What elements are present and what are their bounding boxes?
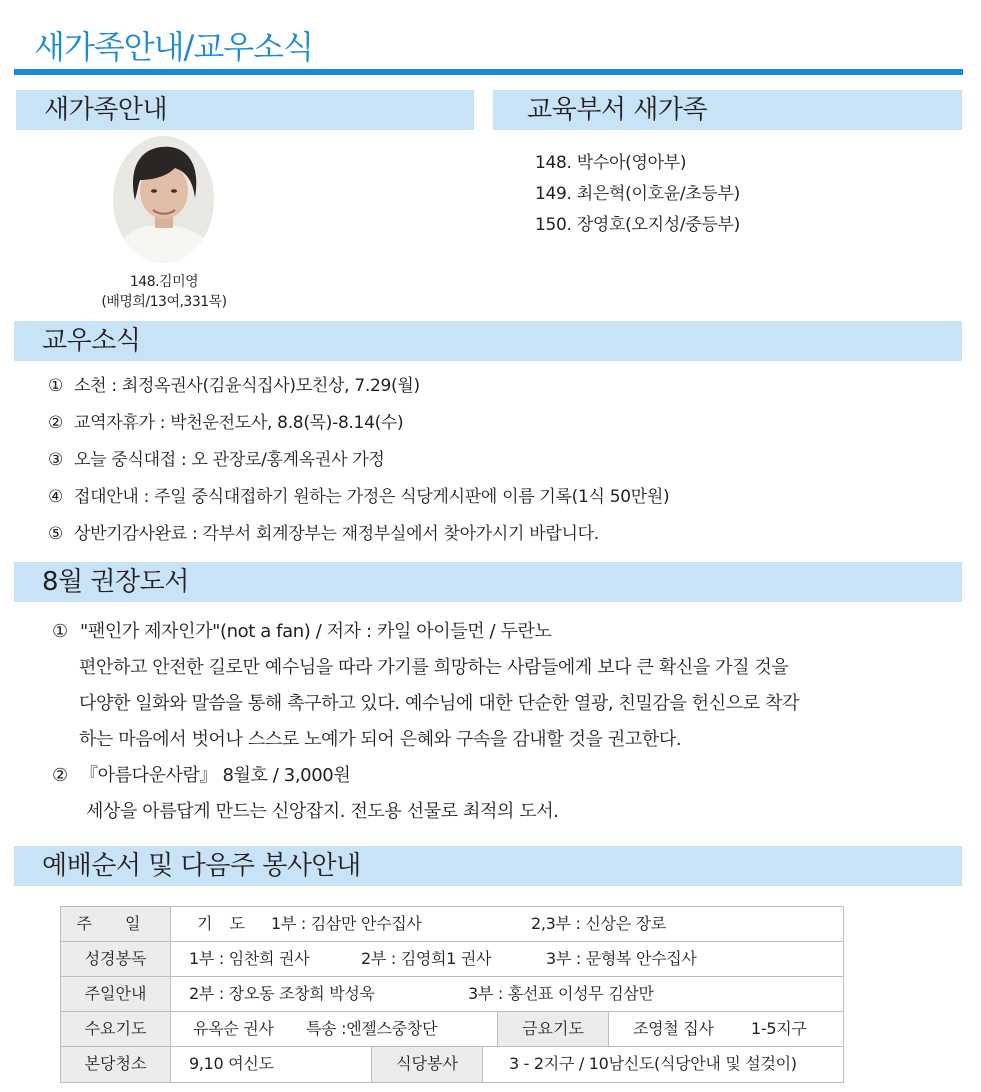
table-cell: 3 - 2지구 / 10남신도(식당안내 및 설겆이) <box>509 1054 797 1073</box>
item-number: ④ <box>48 487 63 507</box>
list-item <box>48 516 669 553</box>
new-family-caption <box>80 272 248 312</box>
page-title: 새가족안내/교우소식 <box>34 28 313 66</box>
table-cell: 2부 : 장오동 조창희 박성욱 <box>189 984 375 1003</box>
book-desc-line: 하는 마음에서 벗어나 스스로 노예가 되어 은혜와 구속을 감내할 것을 권고한다. <box>79 729 682 750</box>
caption-name: 148.김미영 <box>129 274 199 290</box>
row-label: 주일안내 <box>61 977 171 1011</box>
item-text: 오늘 중식대접 : 오 관장로/홍계옥권사 가정 <box>74 450 385 470</box>
book-title <box>52 758 799 794</box>
table-cell: 9,10 여신도 <box>189 1054 274 1073</box>
row-label: 주 일 <box>61 907 171 941</box>
news-list <box>48 368 669 553</box>
list-item: 149. 최은혁(이호윤/초등부) <box>535 184 740 204</box>
books-heading: 8월 권장도서 <box>14 562 962 602</box>
book-desc-line: 편안하고 안전한 길로만 예수님을 따라 가기를 희망하는 사람들에게 보다 큰 확신을 가질 것을 <box>79 657 789 678</box>
title-rule <box>14 69 963 75</box>
new-family-heading: 새가족안내 <box>16 90 474 130</box>
table-cell: 특송 :엔젤스중창단 <box>306 1019 438 1038</box>
table-cell: 기 도 <box>197 914 251 933</box>
list-item <box>48 405 669 442</box>
table-cell: 1-5지구 <box>751 1019 807 1038</box>
book-desc-line: 다양한 일화와 말씀을 통해 촉구하고 있다. 예수님에 대한 단순한 열광, 친밀감을 헌신으로 착각 <box>79 693 800 714</box>
table-cell: 유옥순 권사 <box>193 1019 274 1038</box>
table-cell: 1부 : 김삼만 안수집사 <box>271 914 422 933</box>
item-text: 소천 : 최정옥권사(김윤식집사)모친상, 7.29(월) <box>74 376 420 396</box>
table-cell: 3부 : 문형복 안수집사 <box>546 949 697 968</box>
list-item: 148. 박수아(영아부) <box>535 153 687 173</box>
row-label: 본당청소 <box>61 1047 171 1082</box>
edu-family-list <box>535 148 740 241</box>
list-item: 150. 장영호(오지성/중등부) <box>535 215 740 235</box>
list-item <box>48 368 669 405</box>
item-number: ① <box>48 376 63 396</box>
row-label: 성경봉독 <box>61 942 171 976</box>
schedule-table <box>60 906 844 1083</box>
item-text: 교역자휴가 : 박천운전도사, 8.8(목)-8.14(수) <box>74 413 404 433</box>
news-heading: 교우소식 <box>14 321 962 361</box>
list-item <box>48 442 669 479</box>
item-number: ③ <box>48 450 63 470</box>
book-title-text: 『아름다운사람』 8월호 / 3,000원 <box>80 765 351 786</box>
item-number: ② <box>48 413 63 433</box>
table-row <box>61 1047 843 1082</box>
book-title-text: "팬인가 제자인가"(not a fan) / 저자 : 카일 아이들먼 / 두란노 <box>80 621 552 642</box>
caption-family: (배명희/13여,331목) <box>101 294 227 310</box>
row-sublabel: 식당봉사 <box>371 1047 483 1082</box>
item-number: ② <box>52 765 68 786</box>
row-sublabel: 금요기도 <box>497 1012 609 1046</box>
person-portrait-icon <box>113 136 214 263</box>
item-number: ① <box>52 621 68 642</box>
book-title <box>52 614 799 650</box>
row-label: 수요기도 <box>61 1012 171 1046</box>
table-row <box>61 977 843 1012</box>
table-row <box>61 907 843 942</box>
table-cell: 2,3부 : 신상은 장로 <box>531 914 666 933</box>
item-text: 상반기감사완료 : 각부서 회계장부는 재정부실에서 찾아가시기 바랍니다. <box>74 524 599 544</box>
list-item <box>48 479 669 516</box>
table-cell: 2부 : 김영희1 권사 <box>361 949 492 968</box>
table-row <box>61 942 843 977</box>
item-number: ⑤ <box>48 524 63 544</box>
edu-family-heading: 교육부서 새가족 <box>493 90 962 130</box>
books-list <box>52 614 799 830</box>
table-cell: 3부 : 홍선표 이성무 김삼만 <box>468 984 654 1003</box>
table-cell: 1부 : 임찬희 권사 <box>189 949 310 968</box>
new-family-photo <box>113 136 214 263</box>
item-text: 접대안내 : 주일 중식대접하기 원하는 가정은 식당게시판에 이름 기록(1식 50만원) <box>74 487 670 507</box>
book-desc-line: 세상을 아름답게 만드는 신앙잡지. 전도용 선물로 최적의 도서. <box>86 801 559 822</box>
schedule-heading: 예배순서 및 다음주 봉사안내 <box>14 846 962 886</box>
table-row <box>61 1012 843 1047</box>
table-cell: 조영철 집사 <box>633 1019 714 1038</box>
